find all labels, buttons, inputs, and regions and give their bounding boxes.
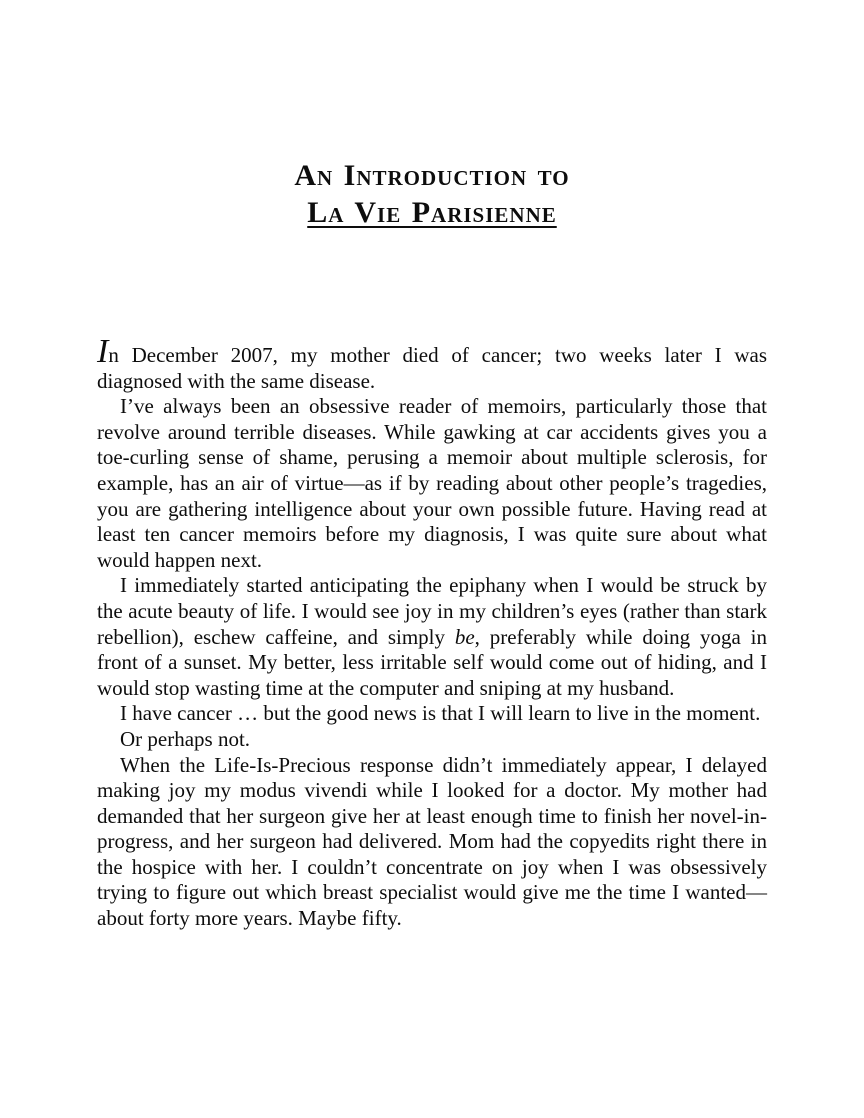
paragraph-text: I immediately started anticipating the epiphany when I would be struck by the acute beauty of life. I would see joy in my children’s eyes (rather than stark rebellion), eschew caffeine, and simply: [97, 573, 767, 649]
emphasized-word: be: [454, 624, 475, 649]
paragraph: When the Life-Is-Precious response didn’t immediately appear, I delayed making joy my modus vivendi while I looked for a doctor. My mother had demanded that her surgeon give her at least enough time to finish her novel-in-progress, and her surgeon had delivered. Mom had the copyedits right there in the hospice with her. I couldn’t concentrate on joy when I was obsessively trying to figure out which breast specialist would give me the time I wanted—about forty more years. Maybe fifty.: [97, 752, 767, 931]
chapter-title: [0, 0, 864, 231]
paragraph: Or perhaps not.: [120, 726, 251, 751]
chapter-body: [97, 333, 767, 932]
paragraph: I have cancer … but the good news is that I will learn to live in the moment.: [120, 701, 761, 726]
paragraph-opening: [97, 333, 767, 394]
paragraph-text: n December 2007, my mother died of cancer; two weeks later I was diagnosed with the same disease.: [97, 343, 767, 393]
chapter-title-line-2: La Vie Parisienne: [307, 196, 557, 229]
paragraph: I’ve always been an obsessive reader of memoirs, particularly those that revolve around terrible diseases. While gawking at car accidents gives you a toe-curling sense of shame, perusing a memoir about multiple sclerosis, for example, has an air of virtue—as if by reading about other people’s tragedies, you are gathering intelligence about your own possible future. Having read at least ten cancer memoirs before my diagnosis, I was quite sure about what would happen next.: [97, 394, 767, 572]
chapter-title-line-1: An Introduction to: [294, 159, 570, 192]
opening-initial: I: [97, 333, 109, 370]
paragraph: [97, 573, 767, 701]
paragraph-text: , preferably while doing yoga in front of a sunset. My better, less irritable self would come out of hiding, and I would stop wasting time at the computer and sniping at my husband.: [97, 624, 767, 700]
